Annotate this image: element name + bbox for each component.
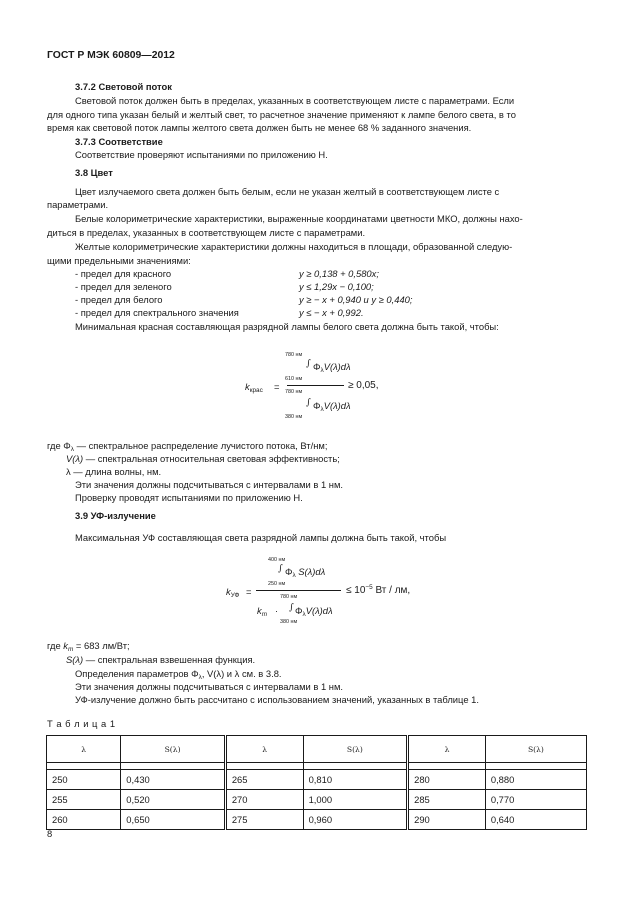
defs1-line-4: Эти значения должны подсчитываться с интервалами в 1 нм. <box>75 479 344 490</box>
table-header-cell: S(λ) <box>485 736 586 763</box>
formula1-num-lower-limit: 610 нм <box>285 376 303 382</box>
table-cell: 0,430 <box>121 770 226 790</box>
s38-p4: Минимальная красная составляющая разрядной лампы белого света должна быть такой, чтобы: <box>75 321 499 332</box>
formula2-rhs: ≤ $10^{-5}$ Вт / лм, <box>346 584 411 596</box>
formula1-denominator: $\Phi_\lambda V(\lambda)d\lambda$ <box>313 400 351 413</box>
formula2-k: $k_{УФ}$ <box>226 586 240 599</box>
s38-p2-line-2: диться в пределах, указанных в соответствующем листе с параметрами. <box>47 227 366 238</box>
s372-line-3: время как световой поток лампы желтого света должен быть не менее 68 % заданного значения. <box>47 122 472 133</box>
formula2-num-upper-limit: 400 нм <box>268 557 286 563</box>
defs1-line-1: где $\Phi_\lambda$ — спектральное распределение лучистого потока, Вт/нм; <box>47 440 328 453</box>
defs2-line-5: УФ-излучение должно быть рассчитано с использованием значений, указанных в таблице 1. <box>75 694 479 705</box>
s38-p1-line-2: параметрами. <box>47 199 109 210</box>
table-cell: 250 <box>47 770 121 790</box>
table-row <box>47 770 587 790</box>
page-number: 8 <box>47 828 53 839</box>
formula1-den-upper-limit: 780 нм <box>285 389 303 395</box>
s38-p2-line-1: Белые колориметрические характеристики, выраженные координатами цветности МКО, должны нахо- <box>75 213 523 224</box>
table-cell: 260 <box>47 810 121 830</box>
s372-line-1: Световой поток должен быть в пределах, указанных в соответствующем листе с параметрами. Если <box>75 95 515 106</box>
section-3-7-3-heading: 3.7.3 Соответствие <box>75 136 163 147</box>
table-caption: Т а б л и ц а 1 <box>47 718 116 729</box>
s372-line-2: для одного типа указан белый и желтый свет, то расчетное значение применяют к лампе белого света, в то <box>47 109 516 120</box>
limit-spectral-condition: y ≤ − x + 0,992. <box>299 307 364 318</box>
defs2-line-1: где $k_m = 683$ лм/Вт; <box>47 640 130 653</box>
defs2-line-4: Эти значения должны подсчитываться с интервалами в 1 нм. <box>75 681 344 692</box>
limit-spectral-label: - предел для спектрального значения <box>75 307 239 318</box>
table-row <box>47 790 587 810</box>
table-cell: 270 <box>225 790 303 810</box>
table-cell: 290 <box>408 810 486 830</box>
formula1-den-integral-icon: ∫ <box>306 398 311 408</box>
formula1-num-integral-icon: ∫ <box>306 359 311 369</box>
table-cell: 0,880 <box>485 770 586 790</box>
defs1-line-2: V(λ) — спектральная относительная световая эффективность; <box>66 453 340 464</box>
formula2-fraction-bar <box>256 590 341 591</box>
table-gap-row <box>47 763 587 770</box>
formula2-num-lower-limit: 250 нм <box>268 581 286 587</box>
formula1-num-upper-limit: 780 нм <box>285 352 303 358</box>
defs1-line-5: Проверку проводят испытаниями по приложению Н. <box>75 492 303 503</box>
section-3-7-2-heading: 3.7.2 Световой поток <box>75 81 172 92</box>
table-header-cell: λ <box>225 736 303 763</box>
s39-p1: Максимальная УФ составляющая света разрядной лампы должна быть такой, чтобы <box>75 532 447 543</box>
formula1-fraction-bar <box>287 385 344 386</box>
formula2-numerator: $\Phi_\lambda$ S(λ)dλ <box>285 566 326 579</box>
table-header-cell: λ <box>408 736 486 763</box>
formula2-dot: · <box>275 605 279 616</box>
limit-red-condition: y ≥ 0,138 + 0,580x; <box>299 268 379 279</box>
formula2-den-lower-limit: 380 нм <box>280 619 298 625</box>
formula2-num-integral-icon: ∫ <box>278 564 283 574</box>
defs2-line-2: S(λ) — спектральная взвешенная функция. <box>66 654 256 665</box>
table-header-cell: λ <box>47 736 121 763</box>
formula2-den-integral-icon: ∫ <box>289 603 294 613</box>
table-cell: 0,640 <box>485 810 586 830</box>
formula2-den-upper-limit: 780 нм <box>280 594 298 600</box>
table-cell: 0,770 <box>485 790 586 810</box>
s38-p1-line-1: Цвет излучаемого света должен быть белым, если не указан желтый в соответствующем листе с <box>75 186 500 197</box>
table-cell: 285 <box>408 790 486 810</box>
limit-green-condition: y ≤ 1,29x − 0,100; <box>299 281 374 292</box>
defs1-line-3: λ — длина волны, нм. <box>66 466 162 477</box>
table-header-cell: S(λ) <box>303 736 408 763</box>
formula1-k: $k_{крас}$ <box>245 381 263 394</box>
table-header-cell: S(λ) <box>121 736 226 763</box>
table-header-row <box>47 736 587 763</box>
table-cell: 1,000 <box>303 790 408 810</box>
table-cell: 0,960 <box>303 810 408 830</box>
limit-white-label: - предел для белого <box>75 294 163 305</box>
table-cell: 0,520 <box>121 790 226 810</box>
limit-red-label: - предел для красного <box>75 268 172 279</box>
formula1-numerator: $\Phi_\lambda V(\lambda)d\lambda$ <box>313 361 351 374</box>
s373-line-1: Соответствие проверяют испытаниями по приложению Н. <box>75 149 328 160</box>
section-3-9-heading: 3.9 УФ-излучение <box>75 510 156 521</box>
table-cell: 0,810 <box>303 770 408 790</box>
formula1-equals: = <box>274 381 280 392</box>
document-header: ГОСТ Р МЭК 60809—2012 <box>47 50 175 61</box>
table-cell: 0,650 <box>121 810 226 830</box>
table-cell: 255 <box>47 790 121 810</box>
table-1 <box>46 735 587 830</box>
table-cell: 275 <box>225 810 303 830</box>
formula2-equals: = <box>246 586 252 597</box>
formula1-den-lower-limit: 380 нм <box>285 414 303 420</box>
s38-p3-line-2: щими предельными значениями: <box>47 255 191 266</box>
formula2-km: $k_m$ <box>257 605 268 618</box>
defs2-line-3: Определения параметров $\Phi_\lambda$, V(λ) и λ см. в 3.8. <box>75 668 282 681</box>
s38-p3-line-1: Желтые колориметрические характеристики должны находиться в площади, образованной следую- <box>75 241 513 252</box>
table-cell: 280 <box>408 770 486 790</box>
formula2-denominator: $\Phi_\lambda V(\lambda)d\lambda$ <box>295 605 333 618</box>
limit-white-condition: y ≥ − x + 0,940 и y ≥ 0,440; <box>299 294 413 305</box>
section-3-8-heading: 3.8 Цвет <box>75 167 113 178</box>
limit-green-label: - предел для зеленого <box>75 281 172 292</box>
table-row <box>47 810 587 830</box>
table-cell: 265 <box>225 770 303 790</box>
formula1-rhs: ≥ 0,05, <box>348 380 379 391</box>
